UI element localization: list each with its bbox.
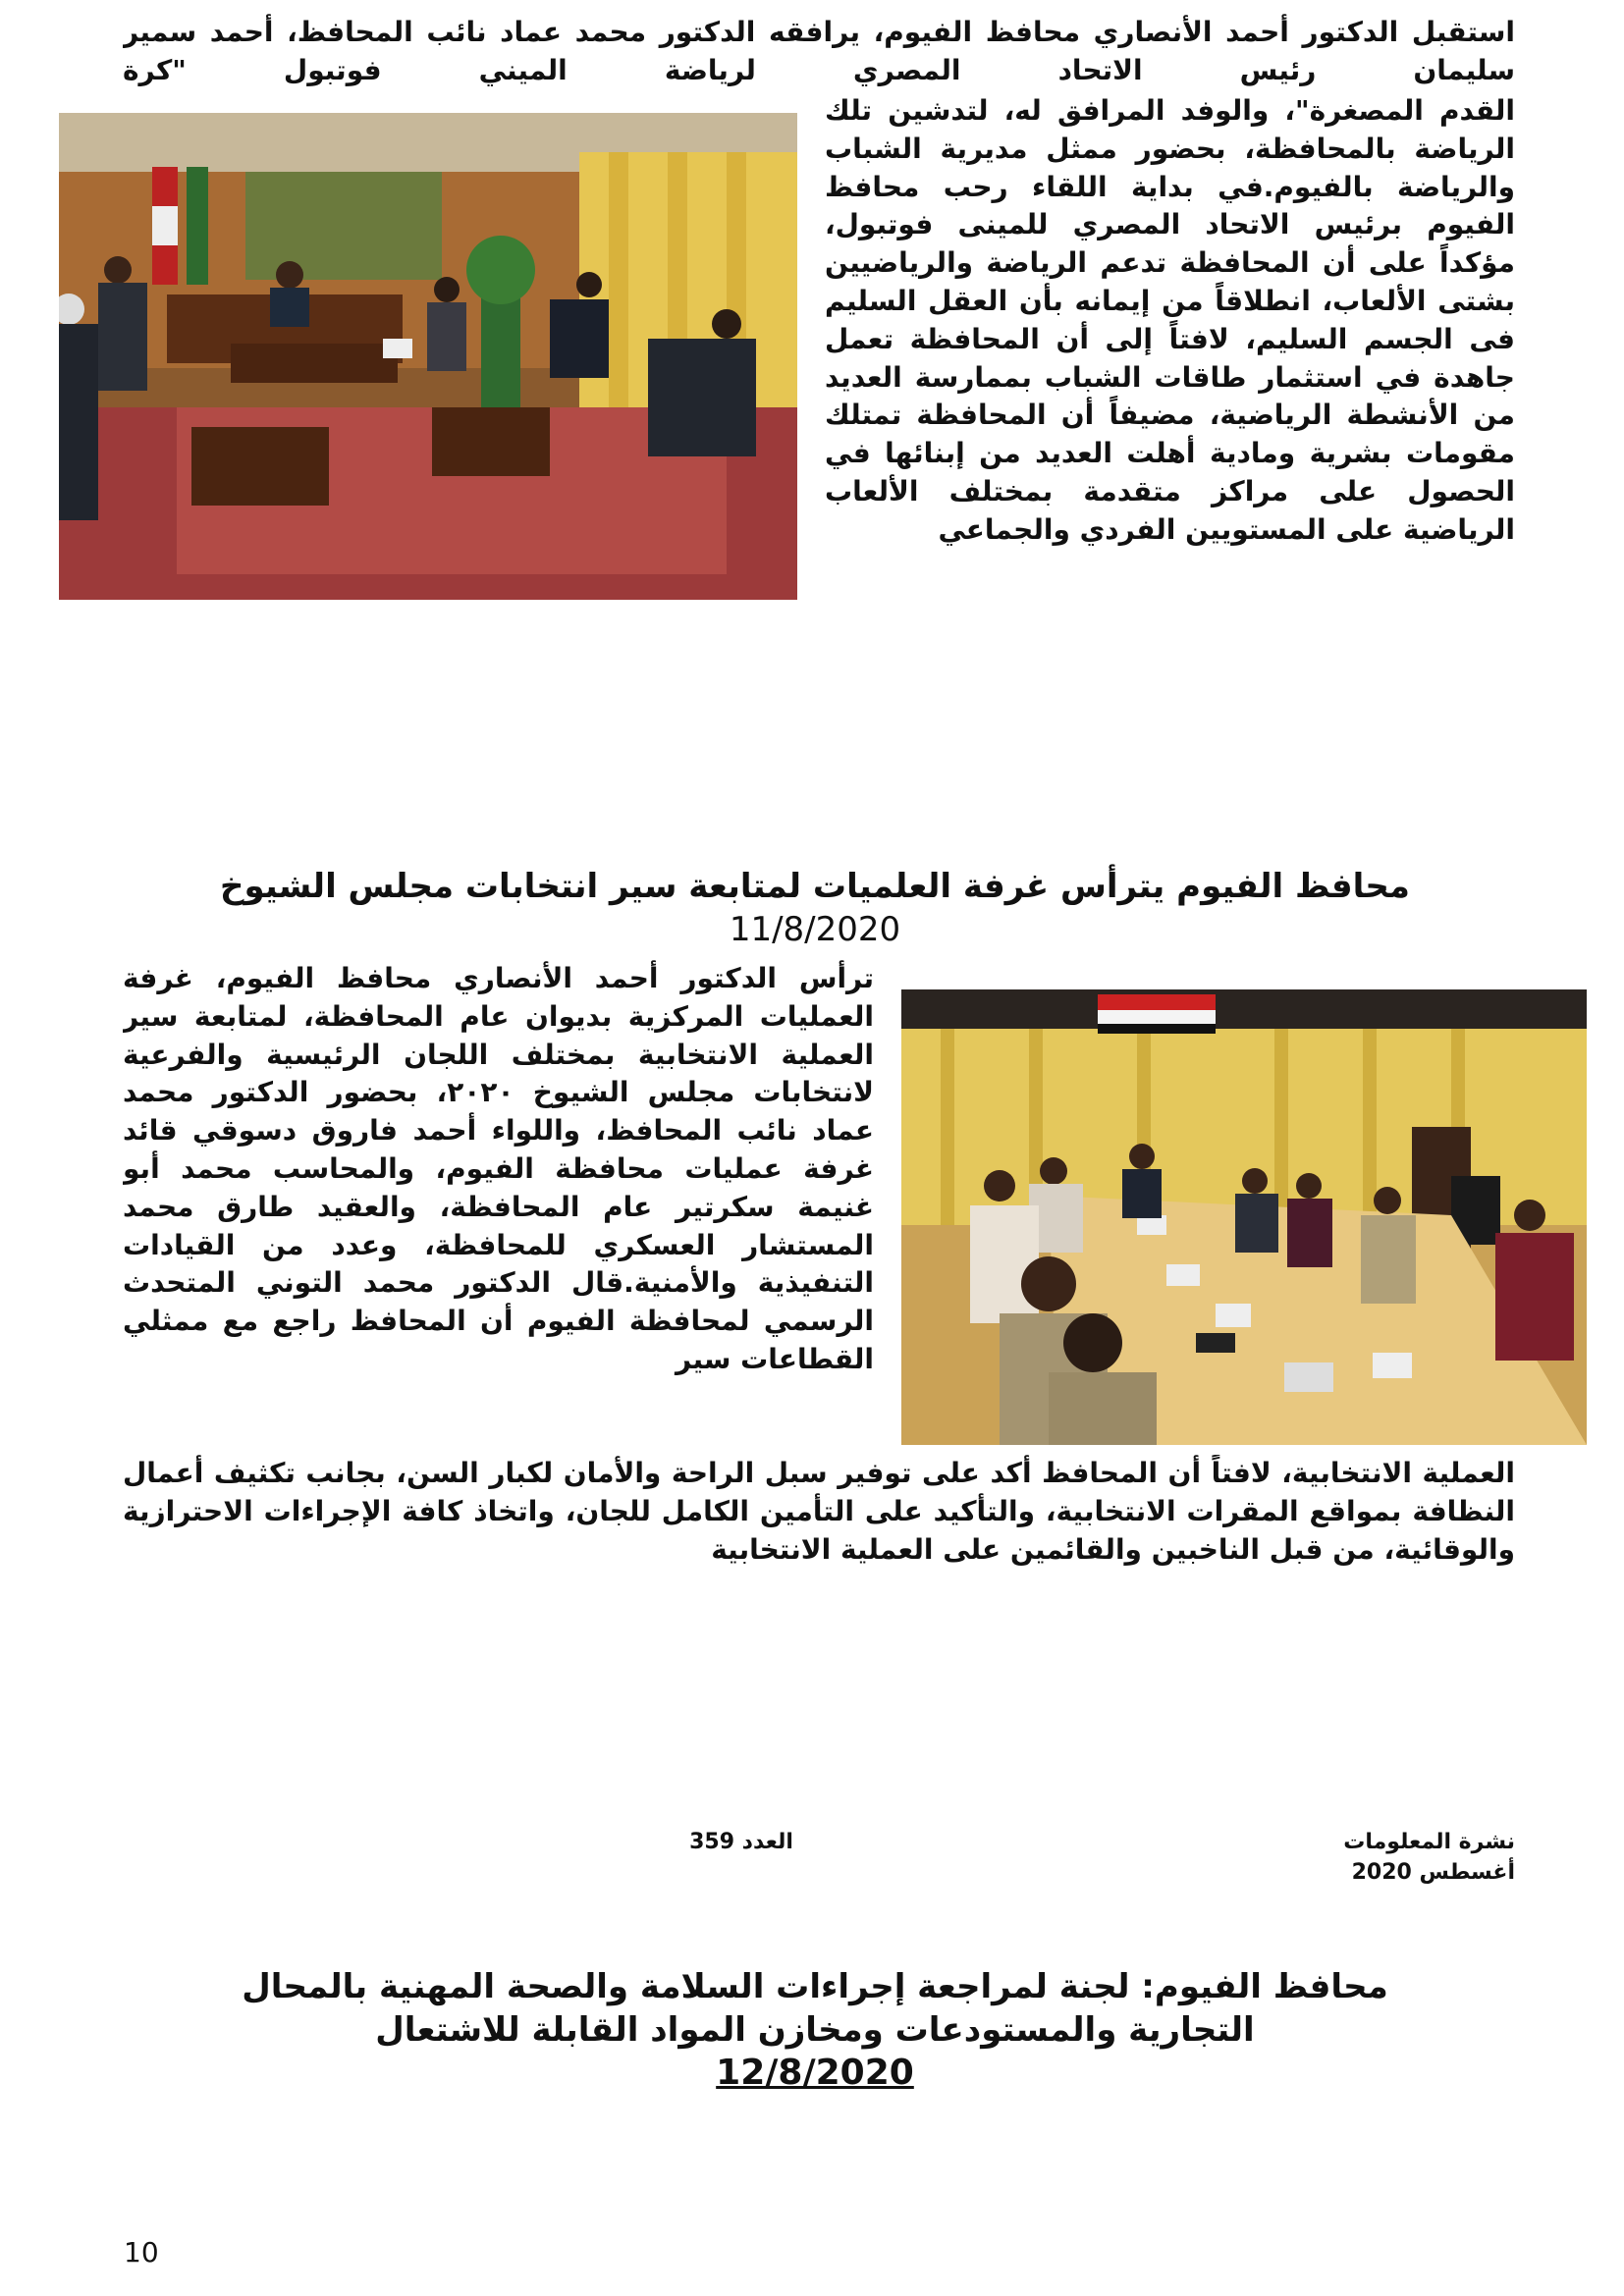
article3-title-line1: محافظ الفيوم: لجنة لمراجعة إجراءات السلامة والصحة المهنية بالمحال	[242, 1967, 1388, 2006]
article2-operations-room-photo	[901, 989, 1587, 1445]
article3-date: 12/8/2020	[716, 2053, 914, 2093]
article2-side-paragraph: ترأس الدكتور أحمد الأنصاري محافظ الفيوم، غرفة العمليات المركزية بديوان عام المحافظة، لمتابعة سير العملية الانتخابية بمختلف اللجان الرئيسية والفرعية لانتخابات مجلس الشيوخ ٢٠٢٠، بحضور الدكتور محمد عماد نائب المحافظ، واللواء أحمد فاروق دسوقي قائد غرفة عمليات محافظة الفيوم، والمحاسب محمد أبو غنيمة سكرتير عام المحافظة، والعقيد طارق محمد المستشار العسكري للمحافظة، وعدد من القيادات التنفيذية والأمنية.قال الدكتور محمد التوني المتحدث الرسمي لمحافظة الفيوم أن المحافظ راجع مع ممثلي القطاعات سير	[123, 962, 874, 1375]
article1-meeting-photo	[59, 113, 797, 600]
page-number: 10	[124, 2236, 159, 2269]
office-meeting-image	[59, 113, 797, 600]
footer-month: أغسطس 2020	[1351, 1860, 1515, 1885]
operations-room-image	[901, 989, 1587, 1445]
article2-title: محافظ الفيوم يترأس غرفة العلميات لمتابعة سير انتخابات مجلس الشيوخ	[220, 867, 1410, 906]
footer-publication: نشرة المعلومات	[1343, 1830, 1515, 1854]
article3-title-line2: التجارية والمستودعات ومخازن المواد القابلة للاشتعال	[375, 2010, 1255, 2050]
article2-full-paragraph: العملية الانتخابية، لافتاً أن المحافظ أكد على توفير سبل الراحة والأمان لكبار السن، بجانب تكثيف أعمال النظافة بمواقع المقرات الانتخابية، والتأكيد على التأمين الكامل للجان، واتخاذ كافة الإجراءات الاحترازية والوقائية، من قبل الناخبين والقائمين على العملية الانتخابية	[123, 1457, 1515, 1566]
footer-issue: العدد 359	[689, 1830, 793, 1854]
article1-side-paragraph: القدم المصغرة"، والوفد المرافق له، لتدشين تلك الرياضة بالمحافظة، بحضور ممثل مديرية الشباب والرياضة بالفيوم.في بداية اللقاء رحب محافظ الفيوم برئيس الاتحاد المصري للمينى فوتبول، مؤكداً على أن المحافظة تدعم الرياضة والرياضيين بشتى الألعاب، انطلاقاً من إيمانه بأن العقل السليم فى الجسم السليم، لافتاً إلى أن المحافظة تعمل جاهدة في استثمار طاقات الشباب بممارسة العديد من الأنشطة الرياضية، مضيفاً أن المحافظة تمتلك مقومات بشرية ومادية أهلت العديد من إبنائها في الحصول على مراكز متقدمة بمختلف الألعاب الرياضية على المستويين الفردي والجماعي	[825, 94, 1515, 546]
article2-date: 11/8/2020	[729, 910, 901, 949]
article1-lead-paragraph: استقبل الدكتور أحمد الأنصاري محافظ الفيوم، يرافقه الدكتور محمد عماد نائب المحافظ، أحمد سمير سليمان رئيس الاتحاد المصري لرياضة الميني فوتبول "كرة	[123, 16, 1515, 86]
